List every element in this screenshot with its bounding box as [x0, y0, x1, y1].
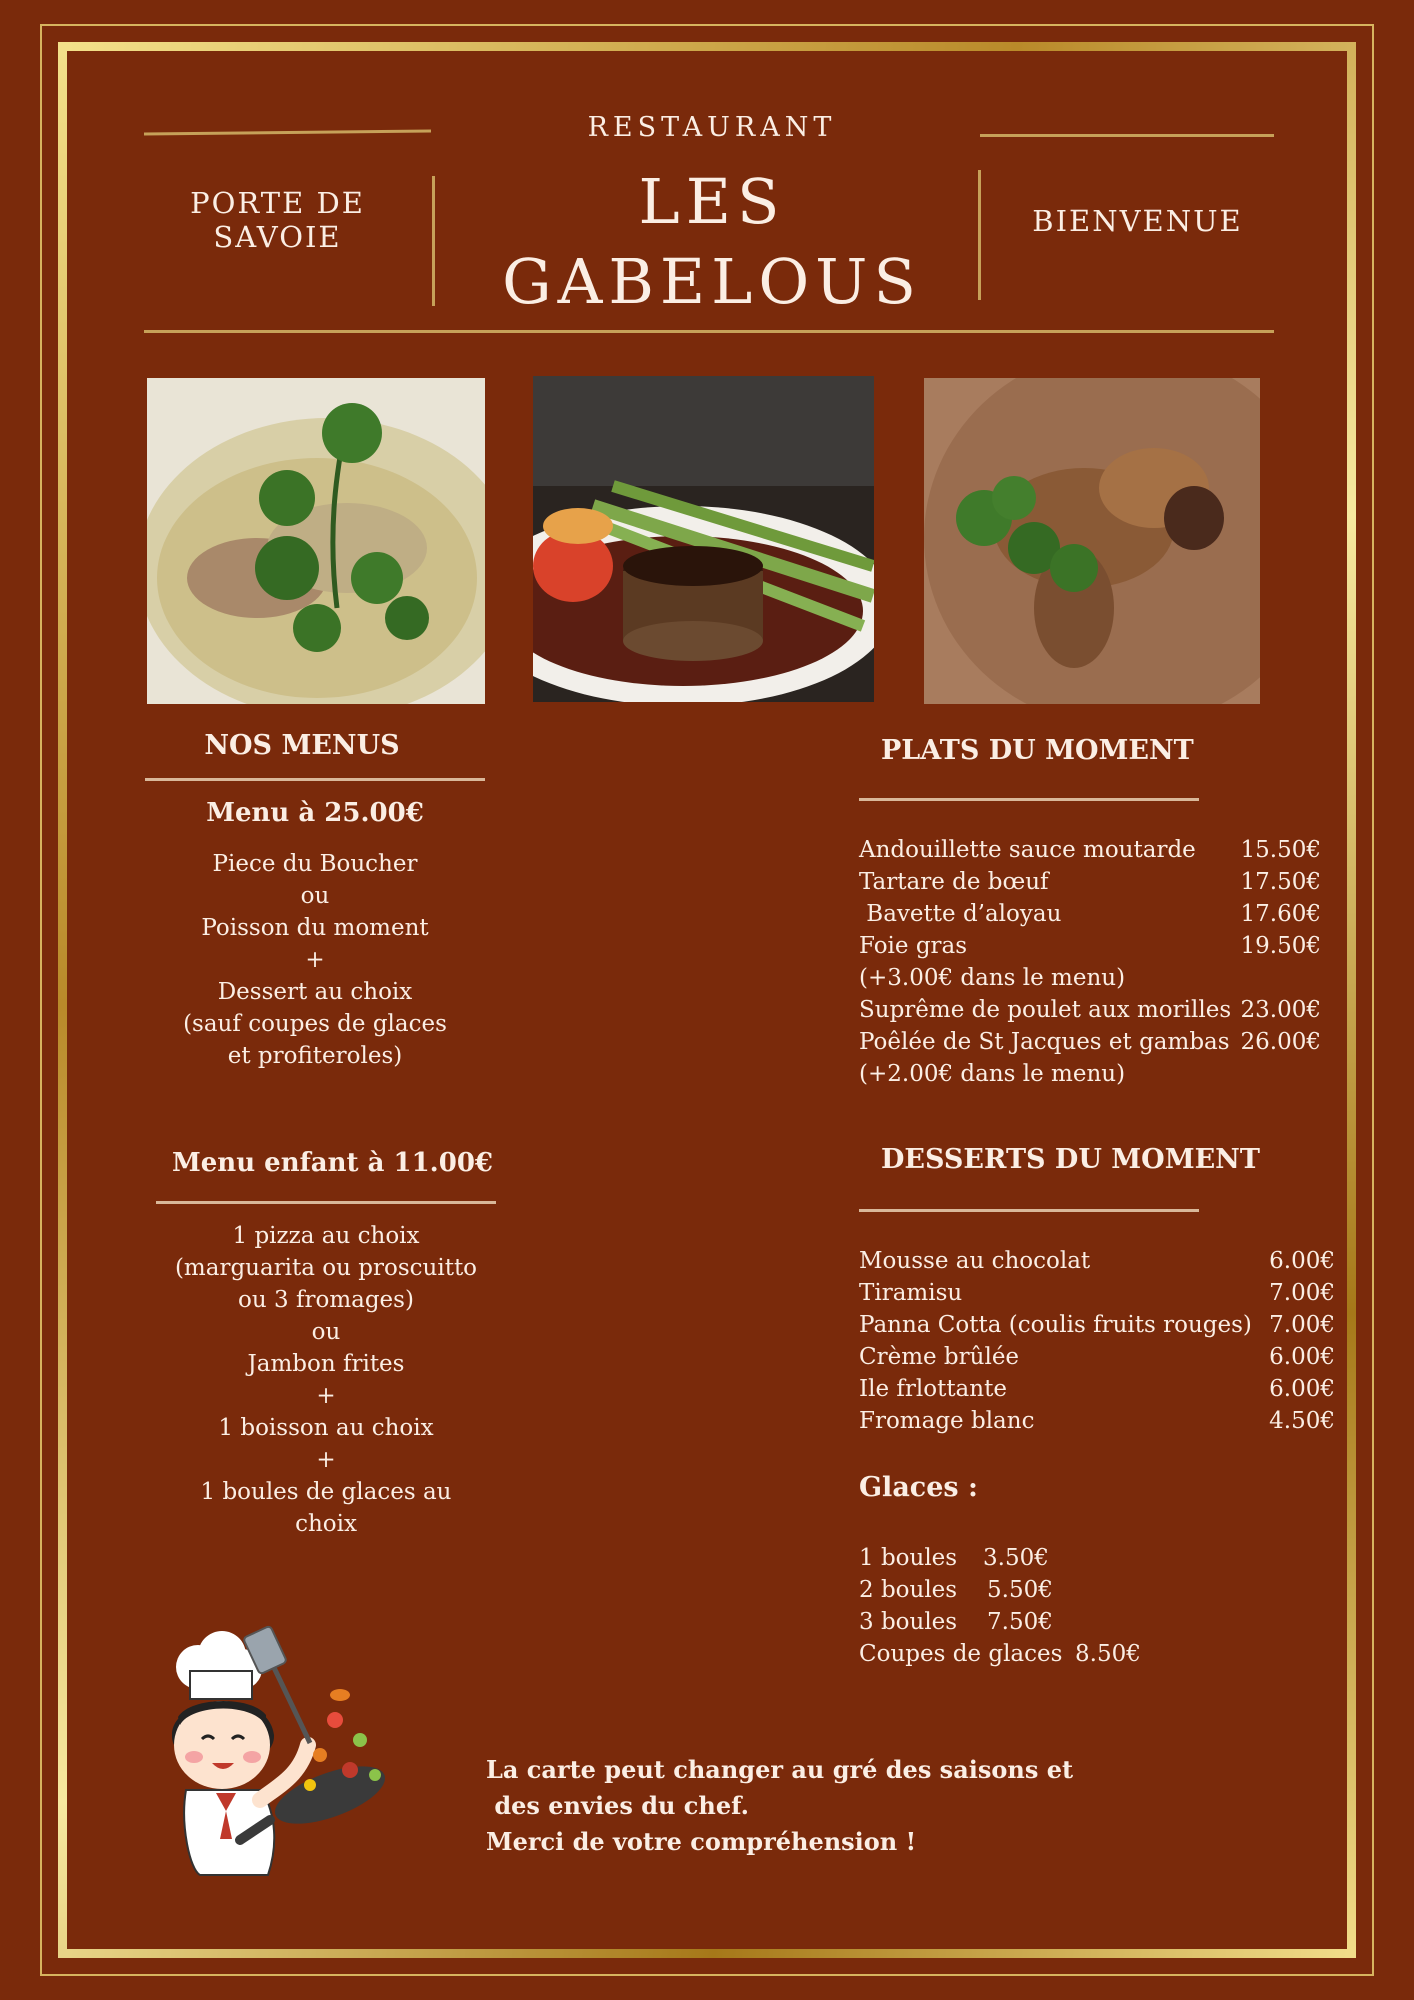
restaurant-name [440, 162, 984, 322]
plat-row [859, 898, 1321, 930]
plat-row [859, 962, 1321, 994]
plat-name: Andouillette sauce moutarde [859, 837, 1196, 863]
menu2-title-rule [156, 1201, 496, 1204]
menu2-line: + [316, 1447, 336, 1473]
dessert-name: Fromage blanc [859, 1408, 1035, 1434]
dessert-row [859, 1341, 1335, 1373]
dessert-row [859, 1277, 1335, 1309]
plat-row [859, 994, 1321, 1026]
header-top-right-rule [980, 134, 1274, 137]
menu2-line: ou 3 fromages) [238, 1287, 414, 1313]
restaurant-name-line1: LES [638, 165, 786, 238]
plats-list [859, 834, 1321, 1090]
plat-name: Suprême de poulet aux morilles [859, 997, 1232, 1023]
glace-row [859, 1542, 1141, 1574]
glace-price: 8.50€ [1075, 1641, 1141, 1667]
location-line2: SAVOIE [213, 220, 342, 254]
menu2-line: ou [311, 1319, 341, 1345]
desserts-list [859, 1245, 1335, 1437]
dessert-row [859, 1309, 1335, 1341]
glace-row [859, 1574, 1141, 1606]
header-bottom-rule [144, 330, 1274, 333]
menu1-line: Piece du Boucher [212, 851, 418, 877]
glace-price: 5.50€ [987, 1577, 1053, 1603]
menu1-title: Menu à 25.00€ [206, 798, 424, 828]
dessert-name: Crème brûlée [859, 1344, 1020, 1370]
menu2-line: 1 pizza au choix [232, 1223, 420, 1249]
dessert-price: 6.00€ [1269, 1248, 1335, 1274]
dessert-price: 7.00€ [1269, 1280, 1335, 1306]
glaces-list [859, 1542, 1141, 1670]
plats-heading-rule [859, 798, 1199, 801]
dessert-name: Ile frlottante [859, 1376, 1007, 1402]
dessert-row [859, 1405, 1335, 1437]
menu1-line: + [305, 947, 325, 973]
dessert-price: 6.00€ [1269, 1344, 1335, 1370]
menu2-details [156, 1220, 496, 1540]
steak-asparagus-icon [533, 376, 874, 702]
menu2-title: Menu enfant à 11.00€ [171, 1148, 494, 1178]
glace-price: 7.50€ [987, 1609, 1053, 1635]
dessert-price: 6.00€ [1269, 1376, 1335, 1402]
menu2-line: choix [295, 1511, 357, 1537]
dessert-row [859, 1245, 1335, 1277]
chef-cooking-icon [150, 1625, 420, 1880]
plat-name: Tartare de bœuf [859, 869, 1049, 895]
menu1-line: (sauf coupes de glaces [183, 1011, 447, 1037]
menu2-line: 1 boules de glaces au [200, 1479, 452, 1505]
note-line: des envies du chef. [486, 1791, 749, 1820]
menu2-line: + [316, 1383, 336, 1409]
chicken-cream-sauce-icon [147, 378, 485, 704]
note-line: La carte peut changer au gré des saisons et [486, 1755, 1074, 1784]
plat-name: Poêlée de St Jacques et gambas [859, 1029, 1230, 1055]
menu-note [486, 1752, 1246, 1860]
plat-name: Foie gras [859, 933, 968, 959]
glace-name: 1 boules [859, 1545, 958, 1571]
restaurant-label: RESTAURANT [587, 112, 837, 143]
plats-heading: PLATS DU MOMENT [881, 735, 1194, 766]
glace-name: 3 boules [859, 1609, 958, 1635]
plat-price: 23.00€ [1240, 997, 1321, 1023]
plat-price: 17.50€ [1240, 869, 1321, 895]
menu1-line: et profiteroles) [227, 1043, 403, 1069]
menu1-line: Poisson du moment [201, 915, 429, 941]
plat-row [859, 1026, 1321, 1058]
dessert-name: Tiramisu [859, 1280, 963, 1306]
plat-name: (+3.00€ dans le menu) [859, 965, 1126, 991]
glace-row [859, 1606, 1141, 1638]
plat-price: 17.60€ [1240, 901, 1321, 927]
location-line1: PORTE DE [190, 186, 365, 220]
menu2-line: 1 boisson au choix [218, 1415, 434, 1441]
desserts-heading: DESSERTS DU MOMENT [881, 1144, 1260, 1175]
menus-heading-rule [145, 778, 485, 781]
dessert-price: 4.50€ [1269, 1408, 1335, 1434]
dessert-price: 7.00€ [1269, 1312, 1335, 1338]
plat-row [859, 834, 1321, 866]
plat-row [859, 930, 1321, 962]
welcome-label: BIENVENUE [1032, 204, 1243, 238]
glace-price: 3.50€ [983, 1545, 1049, 1571]
menu2-line: (marguarita ou proscuitto [174, 1255, 478, 1281]
glaces-heading: Glaces : [859, 1472, 978, 1503]
dessert-row [859, 1373, 1335, 1405]
desserts-heading-rule [859, 1209, 1199, 1212]
menu1-line: ou [300, 883, 330, 909]
note-line: Merci de votre compréhension ! [486, 1827, 917, 1856]
plat-row [859, 1058, 1321, 1090]
dessert-name: Mousse au chocolat [859, 1248, 1091, 1274]
restaurant-name-line2: GABELOUS [502, 245, 922, 318]
glace-name: 2 boules [859, 1577, 958, 1603]
menu2-line: Jambon frites [247, 1351, 405, 1377]
location-label [150, 186, 405, 254]
glace-row [859, 1638, 1141, 1670]
plat-price: 26.00€ [1240, 1029, 1321, 1055]
glace-name: Coupes de glaces [859, 1641, 1063, 1667]
roast-poultry-icon [924, 378, 1260, 704]
dessert-name: Panna Cotta (coulis fruits rouges) [859, 1312, 1252, 1338]
header-left-divider [432, 176, 435, 306]
plat-name: Bavette d’aloyau [859, 901, 1062, 927]
menus-heading: NOS MENUS [204, 730, 400, 761]
plat-name: (+2.00€ dans le menu) [859, 1061, 1126, 1087]
plat-price: 19.50€ [1240, 933, 1321, 959]
menu1-line: Dessert au choix [217, 979, 413, 1005]
plat-row [859, 866, 1321, 898]
plat-price: 15.50€ [1240, 837, 1321, 863]
menu1-details [145, 848, 485, 1072]
